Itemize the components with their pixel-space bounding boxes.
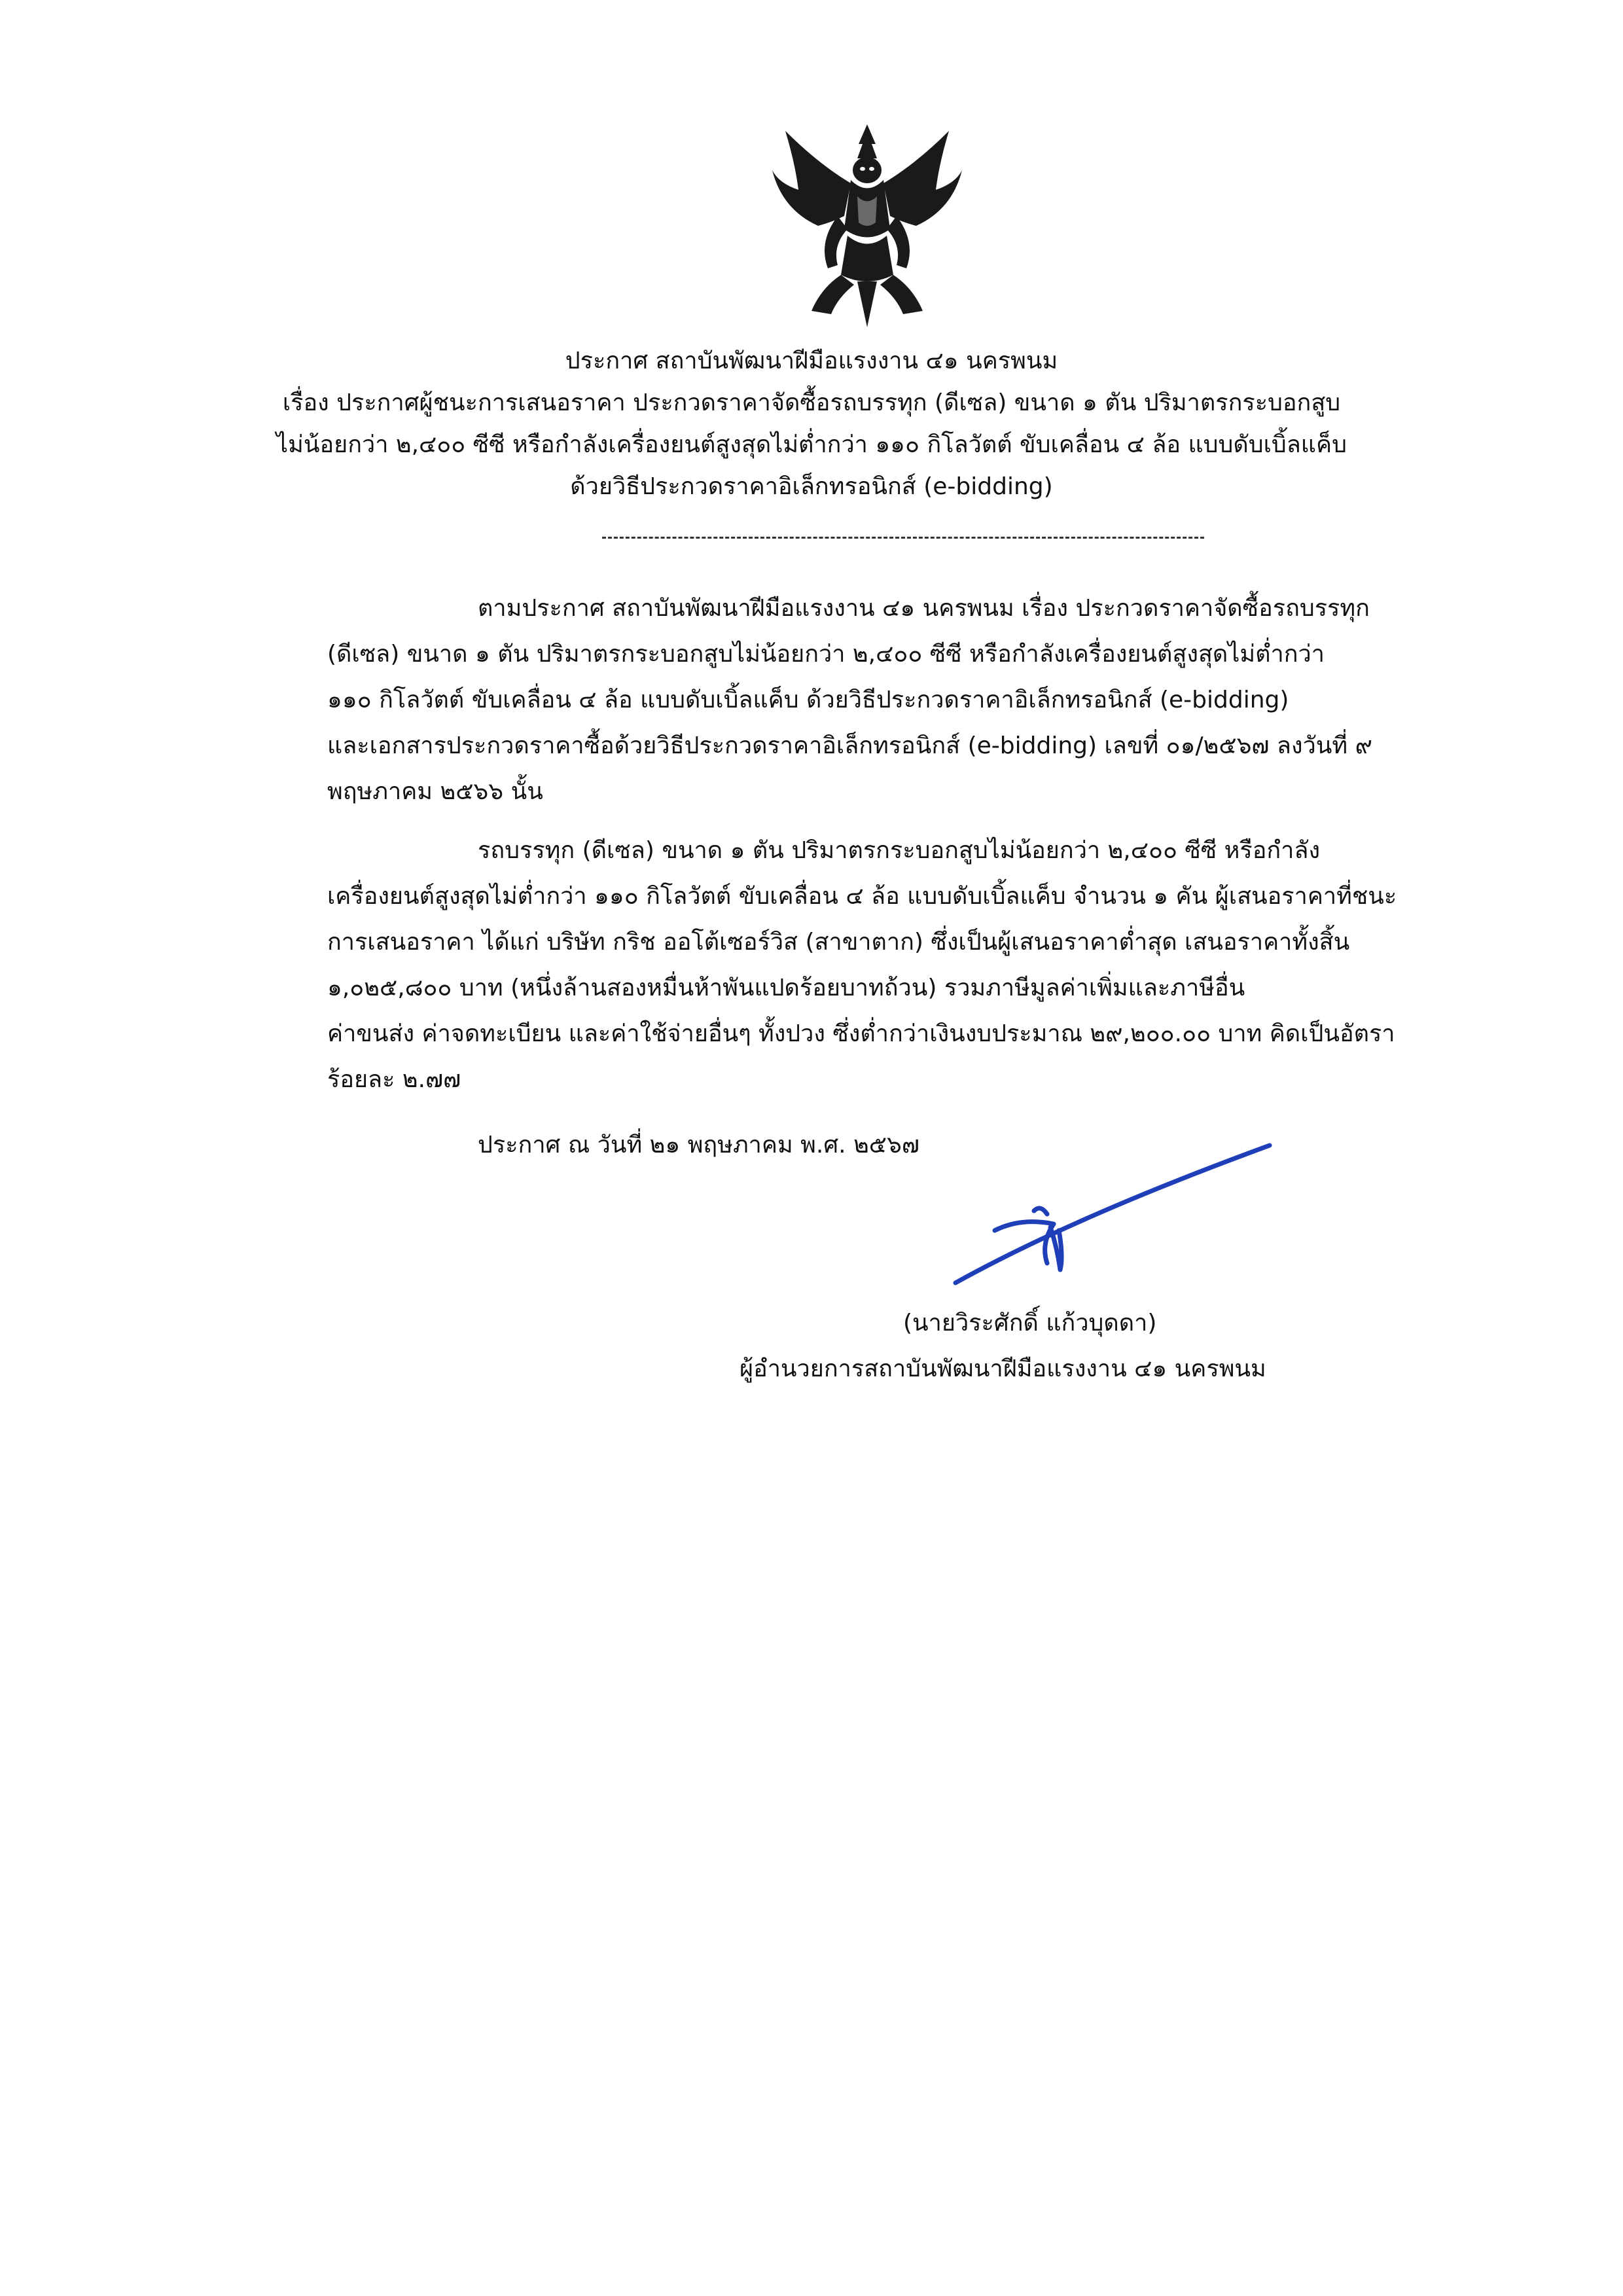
paragraph-line: และเอกสารประกวดราคาซื้อด้วยวิธีประกวดราคาอิเล็กทรอนิกส์ (e-bidding) เลขที่ ๐๑/๒๕๖๗ ลงวันที่ ๙ xyxy=(327,732,1372,759)
signer-title: ผู้อำนวยการสถาบันพัฒนาฝีมือแรงงาน ๔๑ นครพนม xyxy=(740,1355,1266,1382)
announcement-header xyxy=(216,340,1407,508)
paragraph-winner xyxy=(327,828,1492,1103)
paragraph-line: เครื่องยนต์สูงสุดไม่ต่ำกว่า ๑๑๐ กิโลวัตต์ ขับเคลื่อน ๔ ล้อ แบบดับเบิ้ลแค็บ จำนวน ๑ คัน ผู้เสนอราคาที่ชนะ xyxy=(327,883,1397,910)
paragraph-reference xyxy=(327,586,1492,815)
paragraph-line: ๑๑๐ กิโลวัตต์ ขับเคลื่อน ๔ ล้อ แบบดับเบิ้ลแค็บ ด้วยวิธีประกวดราคาอิเล็กทรอนิกส์ (e-bidding) xyxy=(327,687,1289,713)
dashed-divider xyxy=(602,537,1204,539)
paragraph-line: ๑,๐๒๕,๘๐๐ บาท (หนึ่งล้านสองหมื่นห้าพันแปดร้อยบาทถ้วน) รวมภาษีมูลค่าเพิ่มและภาษีอื่น xyxy=(327,975,1245,1001)
announcement-subject-line-2: ไม่น้อยกว่า ๒,๔๐๐ ซีซี หรือกำลังเครื่องยนต์สูงสุดไม่ต่ำกว่า ๑๑๐ กิโลวัตต์ ขับเคลื่อน ๔ ล้อ แบบดับเบิ้ลแค็บ xyxy=(276,431,1347,458)
paragraph-line: ค่าขนส่ง ค่าจดทะเบียน และค่าใช้จ่ายอื่นๆ ทั้งปวง ซึ่งต่ำกว่าเงินงบประมาณ ๒๙,๒๐๐.๐๐ บาท คิดเป็นอัตรา xyxy=(327,1020,1395,1047)
announcement-subject-line-3: ด้วยวิธีประกวดราคาอิเล็กทรอนิกส์ (e-bidding) xyxy=(570,473,1053,500)
signer-name: (นายวิระศักดิ์ แก้วบุดดา) xyxy=(903,1310,1157,1336)
paragraph-line: ตามประกาศ สถาบันพัฒนาฝีมือแรงงาน ๔๑ นครพนม เรื่อง ประกวดราคาจัดซื้อรถบรรทุก xyxy=(478,595,1370,622)
announcement-issuer: ประกาศ สถาบันพัฒนาฝีมือแรงงาน ๔๑ นครพนม xyxy=(565,348,1058,374)
paragraph-line: (ดีเซล) ขนาด ๑ ตัน ปริมาตรกระบอกสูบไม่น้อยกว่า ๒,๔๐๐ ซีซี หรือกำลังเครื่องยนต์สูงสุดไม่ต่ำกว่า xyxy=(327,641,1325,668)
handwritten-signature xyxy=(942,1132,1309,1302)
paragraph-line: ร้อยละ ๒.๗๗ xyxy=(327,1066,461,1093)
announcement-date: ประกาศ ณ วันที่ ๒๑ พฤษภาคม พ.ศ. ๒๕๖๗ xyxy=(478,1132,919,1158)
paragraph-line: พฤษภาคม ๒๕๖๖ นั้น xyxy=(327,778,543,805)
announcement-subject-line-1: เรื่อง ประกาศผู้ชนะการเสนอราคา ประกวดราคาจัดซื้อรถบรรทุก (ดีเซล) ขนาด ๑ ตัน ปริมาตรกระบอกสูบ xyxy=(282,389,1341,416)
garuda-emblem-icon xyxy=(759,118,975,334)
paragraph-line: การเสนอราคา ได้แก่ บริษัท กริช ออโต้เซอร์วิส (สาขาตาก) ซึ่งเป็นผู้เสนอราคาต่ำสุด เสนอราคาทั้งสิ้น xyxy=(327,929,1350,956)
paragraph-line: รถบรรทุก (ดีเซล) ขนาด ๑ ตัน ปริมาตรกระบอกสูบไม่น้อยกว่า ๒,๔๐๐ ซีซี หรือกำลัง xyxy=(478,837,1321,864)
